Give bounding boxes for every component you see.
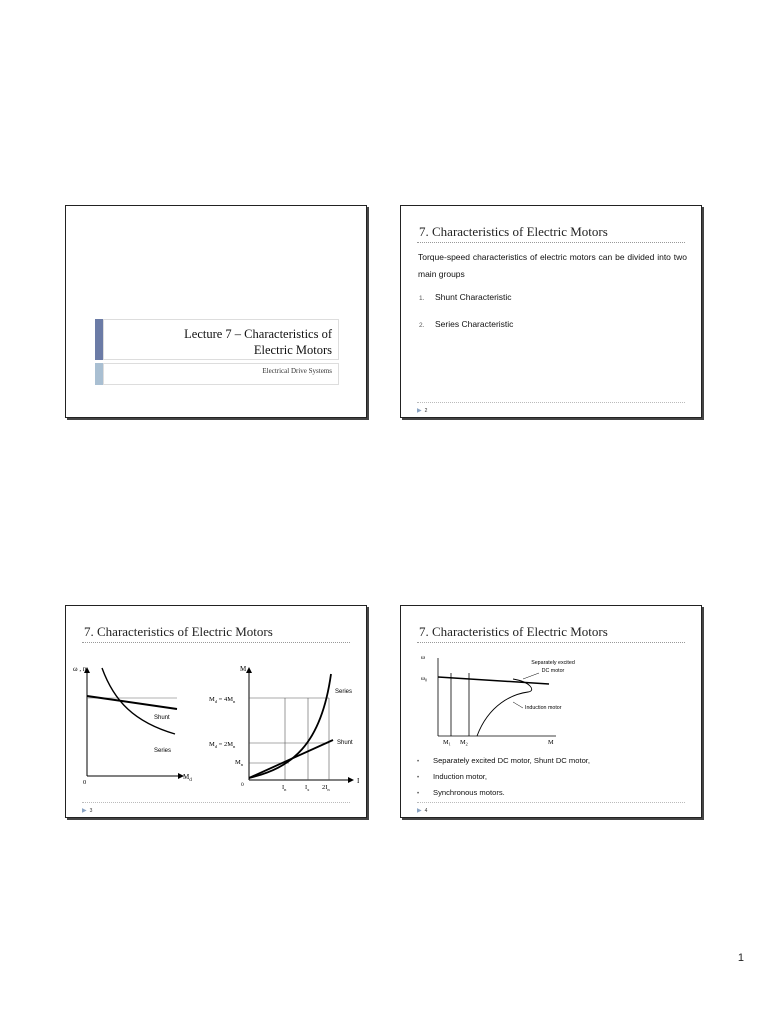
induction-motor-curve (477, 679, 532, 736)
y-axis-label: M (240, 665, 247, 673)
x-axis-label: I (357, 777, 360, 785)
list-item (419, 292, 512, 302)
y-axis-label: ω (421, 655, 425, 661)
w0-label: $\omega_0$ (421, 676, 427, 683)
m1-label: $M_1$ (443, 739, 451, 746)
slide-title: 7. Characteristics of Electric Motors (419, 224, 608, 239)
dc-motor-label-line1: Separately excited (531, 660, 575, 666)
slide-1 (65, 205, 367, 418)
md-2mn-label: $M_d = 2M_n$ (209, 741, 236, 749)
slide-page-number: ▶ 2 (417, 408, 428, 414)
characteristics-graphs (66, 656, 366, 816)
footer-divider (82, 802, 350, 803)
slide-2 (400, 205, 702, 418)
dc-motor-label-line2: DC motor (541, 668, 565, 674)
footer-divider (417, 802, 685, 803)
list-item: • Synchronous motors. (417, 788, 505, 797)
lecture-subtitle: Electrical Drive Systems (262, 367, 332, 375)
x-axis-label: M (548, 739, 554, 746)
torque-current-graph (209, 665, 360, 792)
series-label: Series (335, 689, 353, 695)
x-axis-label: $M_d$ (183, 773, 192, 783)
induction-motor-label: Induction motor (525, 705, 562, 711)
footer-divider (417, 402, 685, 403)
shunt-label: Shunt (337, 740, 353, 746)
list-number: 2. (419, 322, 425, 329)
title-divider (82, 642, 350, 643)
lecture-title-line2: Electric Motors (253, 343, 332, 357)
i2n-label: $2I_n$ (322, 784, 330, 792)
list-text: Series Characteristic (435, 319, 514, 329)
slide-4 (400, 605, 702, 818)
slide-title: 7. Characteristics of Electric Motors (419, 624, 608, 639)
slide-3 (65, 605, 367, 818)
list-item: • Induction motor, (417, 772, 488, 781)
list-item: • Separately excited DC motor, Shunt DC motor, (417, 756, 591, 765)
lecture-title-line1: Lecture 7 – Characteristics of (184, 327, 332, 341)
series-curve (102, 668, 175, 734)
play-arrow-icon: ▶ (82, 808, 87, 814)
slide-title: 7. Characteristics of Electric Motors (84, 624, 273, 639)
motor-characteristics-graph (401, 646, 701, 746)
play-arrow-icon: ▶ (417, 808, 422, 814)
lecture-title (102, 326, 332, 358)
slide-page-number: ▶ 4 (417, 808, 428, 814)
shunt-label: Shunt (154, 715, 170, 721)
origin-label: 0 (241, 782, 244, 788)
intro-text: Torque-speed characteristics of electric motors can be divided into two main groups (418, 252, 687, 279)
ix-label: $I_x$ (305, 784, 310, 792)
title-divider (417, 242, 685, 243)
list-item (419, 319, 513, 329)
list-number: 1. (419, 295, 425, 302)
speed-torque-graph (73, 665, 192, 786)
m2-label: $M_2$ (460, 739, 468, 746)
mn-label: $M_n$ (235, 759, 244, 767)
y-axis-label: ω , n (73, 665, 87, 673)
in-label: $I_n$ (282, 784, 287, 792)
title-divider (417, 642, 685, 643)
series-curve (249, 674, 331, 778)
play-arrow-icon: ▶ (417, 408, 422, 414)
origin-label: 0 (83, 779, 87, 786)
list-text: Shunt Characteristic (435, 292, 512, 302)
slide-page-number: ▶ 3 (82, 808, 93, 814)
series-label: Series (154, 748, 172, 754)
document-page-number: 1 (737, 952, 744, 964)
dc-motor-line (438, 677, 549, 684)
md-4mn-label: $M_d = 4M_n$ (209, 696, 236, 704)
